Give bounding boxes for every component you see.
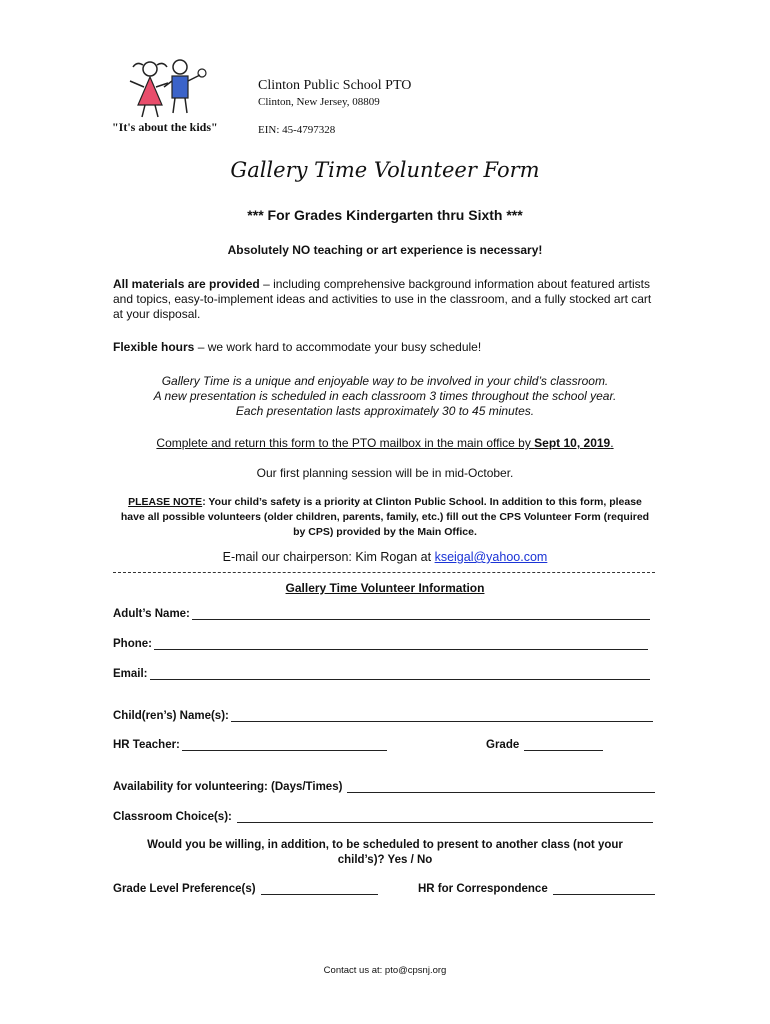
section-heading: Gallery Time Volunteer Information <box>285 581 485 595</box>
hr-teacher-line[interactable] <box>182 738 387 751</box>
gallery-description <box>0 374 770 419</box>
children-names-field[interactable] <box>113 709 653 722</box>
hr-teacher-label: HR Teacher: <box>113 739 180 751</box>
return-end: . <box>610 436 614 450</box>
flexible-paragraph <box>113 340 658 355</box>
children-names-line[interactable] <box>231 709 653 722</box>
return-text: Complete and return this form to the PTO mailbox in the main office by <box>156 436 535 450</box>
grade-preference-field[interactable] <box>113 882 378 895</box>
organization-name: Clinton Public School PTO <box>258 78 412 93</box>
description-line: Each presentation lasts approximately 30 to 45 minutes. <box>235 404 535 418</box>
phone-line[interactable] <box>154 637 648 650</box>
please-note <box>118 495 652 540</box>
grades-subtitle: *** For Grades Kindergarten thru Sixth *** <box>247 207 523 223</box>
adult-name-field[interactable] <box>113 607 650 620</box>
classroom-choice-label: Classroom Choice(s): <box>113 811 232 823</box>
classroom-choice-field[interactable] <box>113 810 653 823</box>
organization-ein: EIN: 45-4797328 <box>258 124 336 136</box>
phone-label: Phone: <box>113 638 152 650</box>
hr-correspondence-line[interactable] <box>553 882 655 895</box>
return-instructions <box>0 436 770 450</box>
email-field[interactable] <box>113 667 650 680</box>
adult-name-label: Adult’s Name: <box>113 608 190 620</box>
form-title: Gallery Time Volunteer Form <box>230 158 540 182</box>
chairperson-email-link[interactable]: kseigal@yahoo.com <box>434 550 548 564</box>
email-label: Email: <box>113 668 148 680</box>
footer-contact: Contact us at: pto@cpsnj.org <box>323 965 447 976</box>
school-tagline: "It's about the kids" <box>112 120 218 134</box>
email-line[interactable] <box>150 667 650 680</box>
availability-field[interactable] <box>113 780 655 793</box>
adult-name-line[interactable] <box>192 607 650 620</box>
description-line: Gallery Time is a unique and enjoyable way to be involved in your child’s classroom. <box>161 374 609 388</box>
materials-paragraph <box>113 277 658 322</box>
children-names-label: Child(ren’s) Name(s): <box>113 710 229 722</box>
grade-label: Grade <box>486 739 520 751</box>
please-note-text: : Your child’s safety is a priority at Clinton Public School. In addition to this form, please have all possible volunteers (older children, parents, family, etc.) fill out the CPS Volunteer Form (required by CPS) provided by the Main Office. <box>120 496 650 538</box>
planning-note: Our first planning session will be in mid-October. <box>256 466 514 480</box>
return-deadline: Sept 10, 2019 <box>534 436 611 450</box>
grade-field[interactable] <box>486 738 603 751</box>
materials-text: – including comprehensive background information about featured artists and topics, easy-to-implement ideas and activities to use in the classroom, and a fully stocked art cart at your disposal. <box>113 277 652 321</box>
hr-teacher-field[interactable] <box>113 738 387 751</box>
organization-address: Clinton, New Jersey, 08809 <box>258 96 380 108</box>
contact-line <box>0 550 770 564</box>
please-note-label: PLEASE NOTE <box>128 496 203 508</box>
flexible-lead: Flexible hours <box>113 340 195 354</box>
section-divider <box>113 572 655 573</box>
grade-line[interactable] <box>524 738 603 751</box>
materials-lead: All materials are provided <box>113 277 260 291</box>
availability-line[interactable] <box>347 780 655 793</box>
school-logo <box>120 57 210 119</box>
contact-text: E-mail our chairperson: Kim Rogan at <box>222 550 435 564</box>
no-experience-note: Absolutely NO teaching or art experience is necessary! <box>227 243 543 257</box>
flexible-text: – we work hard to accommodate your busy schedule! <box>194 340 482 354</box>
grade-preference-label: Grade Level Preference(s) <box>113 883 256 895</box>
additional-class-question: Would you be willing, in addition, to be scheduled to present to another class (not your child’s)? Yes / No <box>147 839 623 866</box>
description-line: A new presentation is scheduled in each classroom 3 times throughout the school year. <box>153 389 617 403</box>
classroom-choice-line[interactable] <box>237 810 653 823</box>
grade-preference-line[interactable] <box>261 882 378 895</box>
availability-label: Availability for volunteering: (Days/Times) <box>113 781 343 793</box>
hr-correspondence-label: HR for Correspondence <box>418 883 548 895</box>
phone-field[interactable] <box>113 637 648 650</box>
hr-correspondence-field[interactable] <box>418 882 655 895</box>
